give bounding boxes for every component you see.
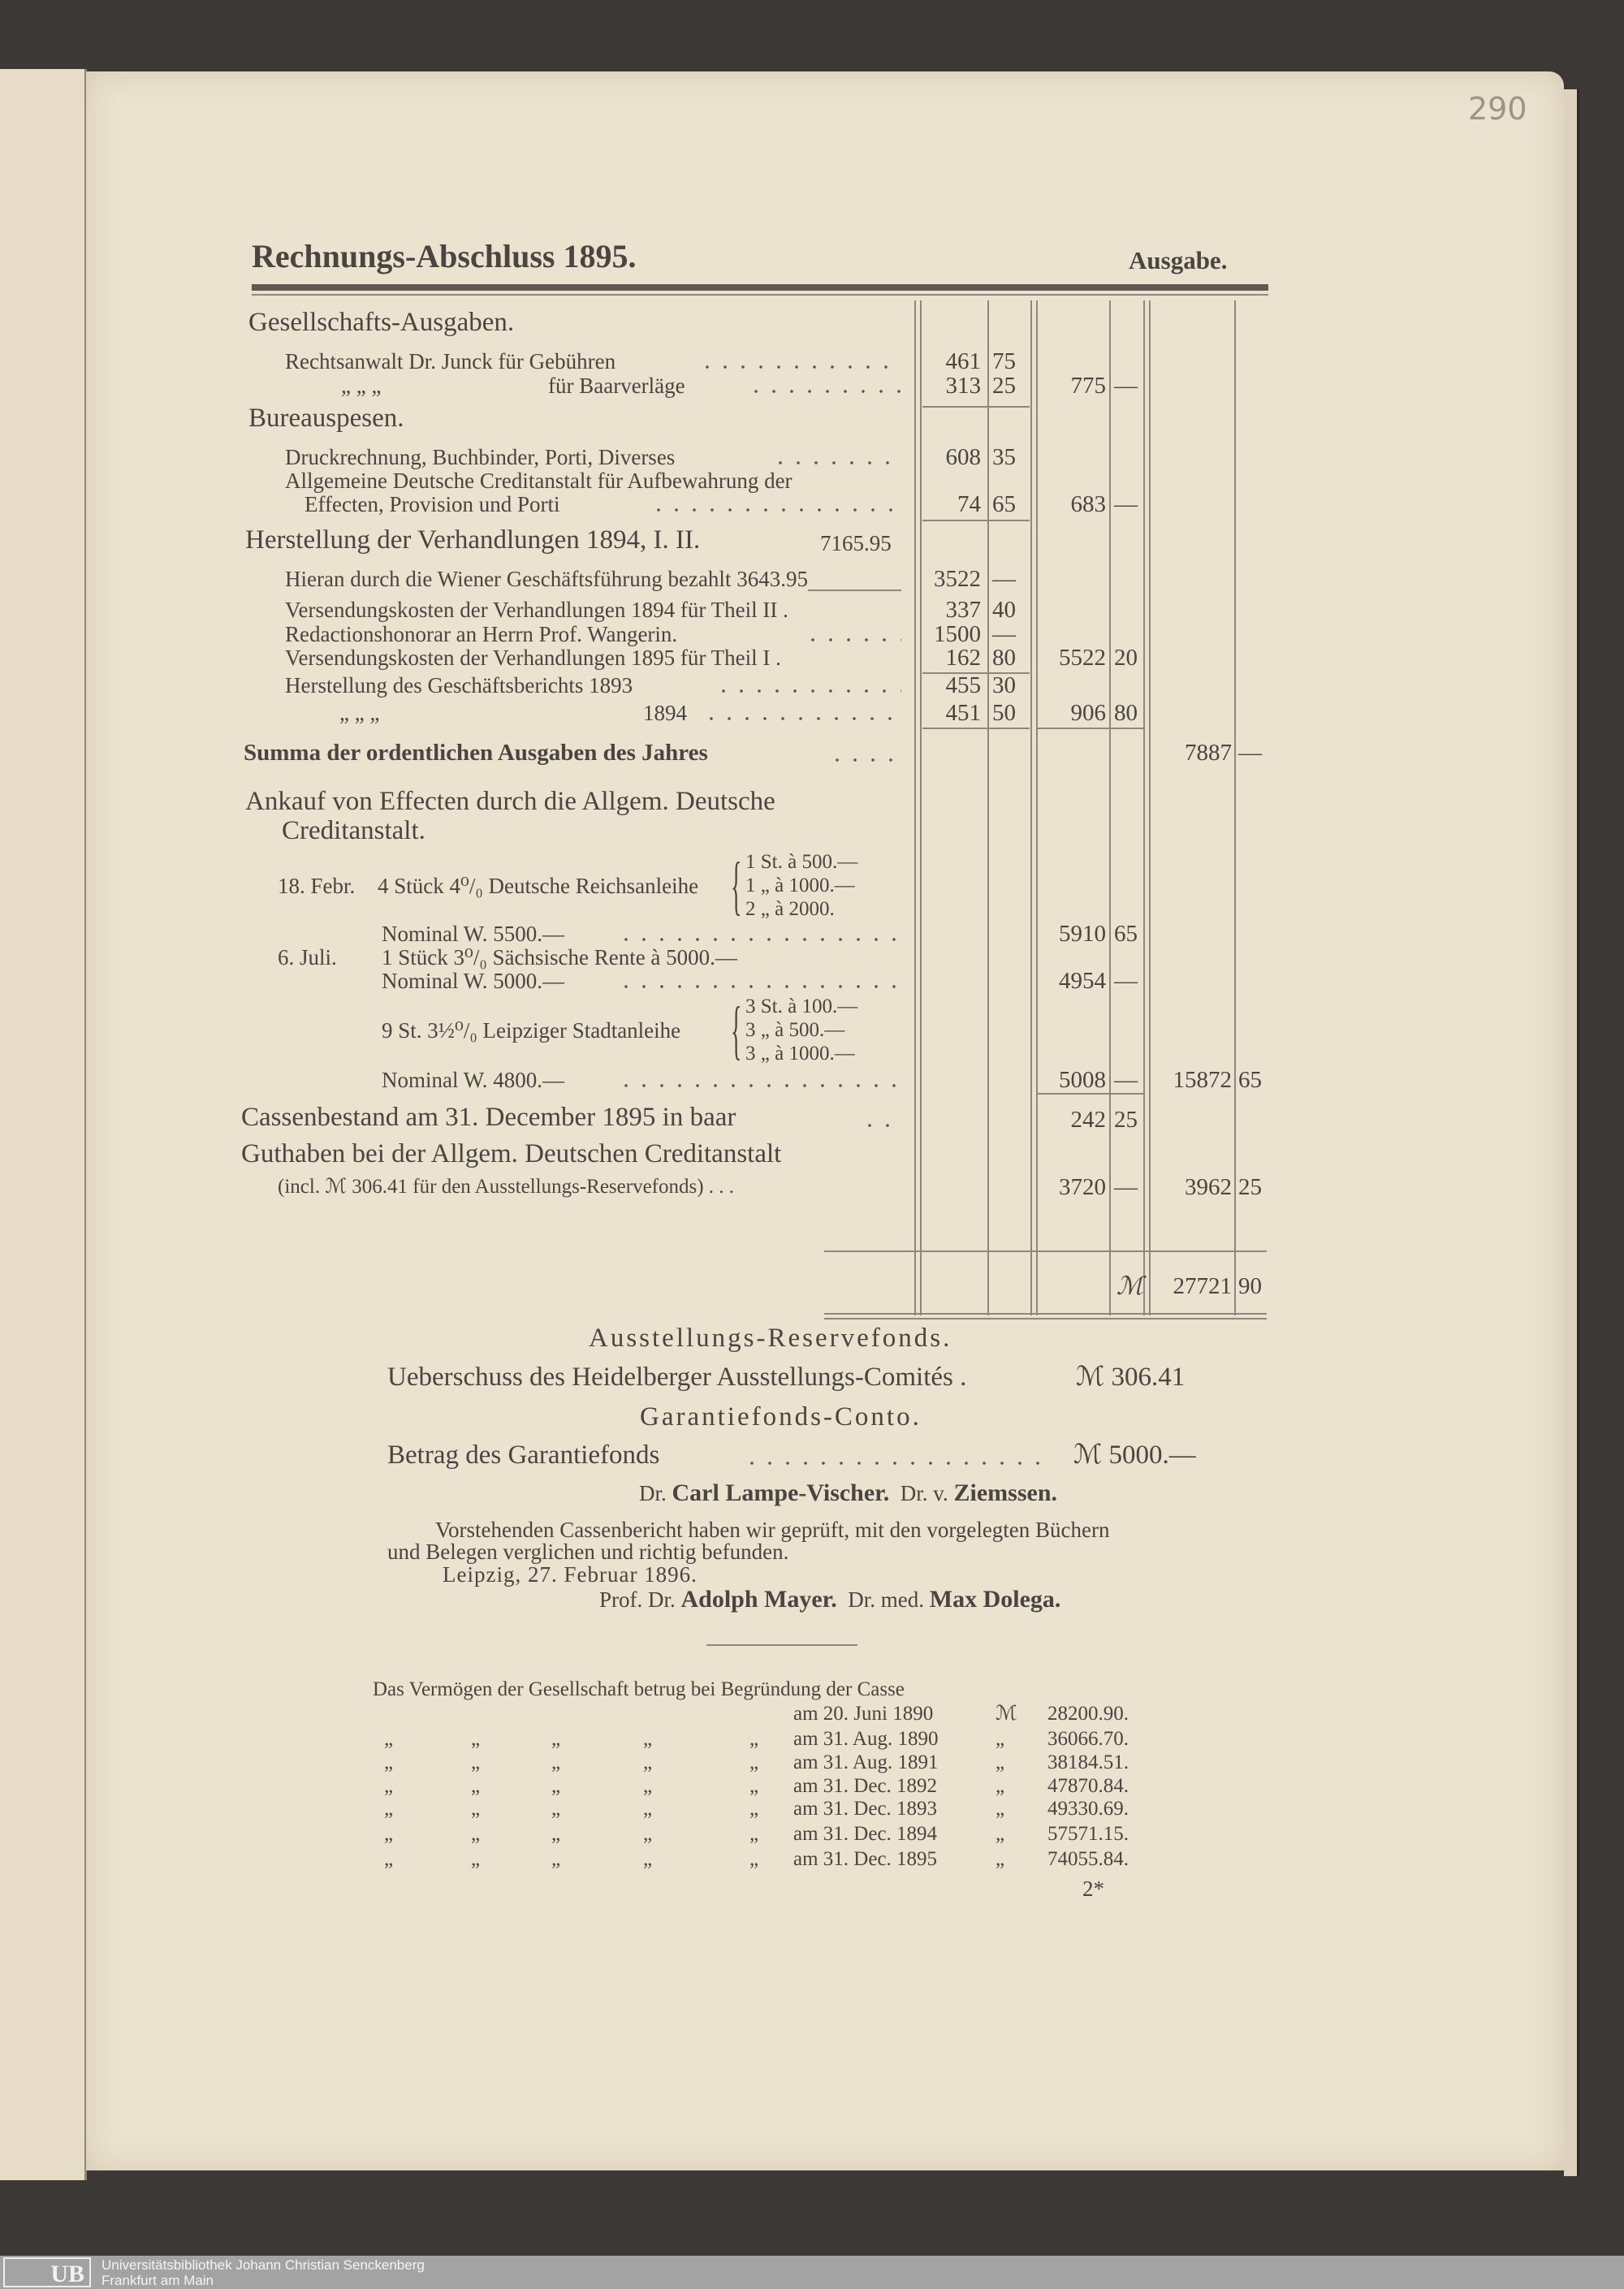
ditto-mark: „	[749, 1775, 759, 1797]
group-heading: Herstellung der Verhandlungen 1894, I. II.	[245, 525, 701, 555]
leader-dots	[698, 365, 901, 369]
subtotal-rule	[1038, 1093, 1143, 1095]
brace-item: 1 „ à 1000.—	[745, 875, 855, 896]
subtotal-mark: 5008	[1059, 1067, 1106, 1093]
amount-mark: 74	[957, 491, 981, 517]
ditto-mark: „	[471, 1751, 481, 1773]
leader-dots	[743, 1462, 1052, 1465]
row-currency: ℳ	[996, 1703, 1017, 1725]
amount-mark: 608	[945, 444, 981, 470]
row-date: am 31. Aug. 1890	[793, 1728, 939, 1750]
signature-mark: 2*	[1082, 1877, 1104, 1901]
garantie-label: Betrag des Garantiefonds	[387, 1440, 660, 1470]
ditto-mark: „	[551, 1848, 561, 1870]
heading-amount: 7165.95	[820, 531, 892, 555]
group-heading: Creditanstalt.	[282, 816, 425, 845]
amount-mark: 162	[945, 645, 981, 671]
row-currency: „	[996, 1848, 1005, 1870]
header-thin-rule	[252, 294, 1268, 296]
library-logo: UB	[3, 2257, 91, 2287]
section-label: Ausgabe.	[1129, 246, 1228, 274]
amount-mark: 461	[945, 348, 981, 374]
brace-item: 3 „ à 500.—	[745, 1019, 845, 1041]
leader-dots	[747, 390, 901, 393]
ditto-mark: „	[471, 1823, 481, 1845]
ditto-mark: „	[471, 1848, 481, 1870]
handwritten-page-number: 290	[1468, 91, 1527, 127]
total-pf: 65	[1238, 1067, 1262, 1093]
total-mark: 7887	[1185, 740, 1232, 766]
column-rule	[1149, 300, 1151, 1315]
row-value: 47870.84.	[1047, 1775, 1129, 1797]
amount-pf: —	[992, 621, 1016, 647]
column-rule	[1030, 300, 1032, 1315]
ditto-mark: „	[551, 1798, 561, 1820]
column-rule	[920, 300, 922, 1315]
page-edge	[1564, 89, 1579, 2176]
garantie-heading: Garantiefonds-Conto.	[640, 1402, 922, 1432]
vermoegen-intro: Das Vermögen der Gesellschaft betrug bei Begründung der Casse	[373, 1678, 905, 1700]
entry-label: Versendungskosten der Verhandlungen 1895 für Theil I .	[285, 646, 781, 670]
garantie-amount: ℳ 5000.—	[1073, 1440, 1196, 1470]
leader-dots	[861, 1124, 901, 1127]
group-heading: Ankauf von Effecten durch die Allgem. Deutsche	[245, 787, 775, 816]
row-value: 57571.15.	[1047, 1823, 1129, 1845]
subtotal-mark: 906	[1070, 700, 1106, 726]
subtotal-rule	[922, 406, 1030, 408]
total-pf: —	[1238, 740, 1262, 766]
place-date: Leipzig, 27. Februar 1896.	[443, 1562, 698, 1587]
ditto-mark: „	[551, 1751, 561, 1773]
ditto-mark: „	[384, 1823, 394, 1845]
entry-label: Herstellung des Geschäftsberichts 1893	[285, 673, 633, 697]
ditto-mark: „	[643, 1728, 653, 1750]
subtotal-pf: —	[1114, 968, 1138, 994]
amount-pf: 30	[992, 672, 1016, 698]
amount-pf: 75	[992, 348, 1016, 374]
nominal-value: Nominal W. 5000.—	[382, 969, 565, 993]
entry-label: Hieran durch die Wiener Geschäftsführung bezahlt 3643.95	[285, 567, 808, 591]
row-date: am 31. Dec. 1894	[793, 1823, 938, 1845]
entry-heading: Cassenbestand am 31. December 1895 in baar	[241, 1103, 736, 1132]
ditto-marks: „ „ „	[341, 374, 382, 398]
ditto-mark: „	[749, 1823, 759, 1845]
subtotal-pf: —	[1114, 373, 1138, 399]
subtotal-pf: —	[1114, 1174, 1138, 1200]
row-value: 38184.51.	[1047, 1751, 1129, 1773]
brace-item: 3 „ à 1000.—	[745, 1043, 855, 1065]
leader-dots	[617, 1084, 901, 1087]
summa-label: Summa der ordentlichen Ausgaben des Jahres	[244, 740, 708, 766]
signatory: Adolph Mayer.	[680, 1586, 837, 1613]
column-rule	[987, 300, 989, 1315]
subtotal-pf: —	[1114, 1067, 1138, 1093]
ditto-mark: „	[384, 1751, 394, 1773]
nominal-value: Nominal W. 5500.—	[382, 922, 565, 946]
entry-label: Versendungskosten der Verhandlungen 1894 für Theil II .	[285, 598, 788, 622]
amount-pf: 35	[992, 444, 1016, 470]
amount-mark: 1500	[934, 621, 981, 647]
subtotal-pf: 80	[1114, 700, 1138, 726]
library-name: Universitätsbibliothek Johann Christian Senckenberg	[102, 2257, 425, 2273]
subtotal-pf: 25	[1114, 1107, 1138, 1133]
ditto-mark: „	[551, 1823, 561, 1845]
total-pf: 25	[1238, 1174, 1262, 1200]
row-value: 74055.84.	[1047, 1848, 1129, 1870]
subtotal-mark: 5522	[1059, 645, 1106, 671]
entry-label: 1894	[643, 701, 687, 725]
reserve-heading: Ausstellungs-Reservefonds.	[589, 1324, 952, 1353]
entry-date: 6. Juli.	[278, 945, 337, 970]
subtotal-mark: 5910	[1059, 921, 1106, 947]
group-heading: Bureauspesen.	[248, 404, 404, 433]
leader-dots	[828, 758, 901, 762]
amount-mark: 451	[945, 700, 981, 726]
currency-mark: ℳ	[1116, 1272, 1143, 1300]
page-title: Rechnungs-Abschluss 1895.	[252, 238, 637, 274]
subtotal-mark: 3720	[1059, 1174, 1106, 1200]
column-rule	[914, 300, 916, 1315]
row-currency: „	[996, 1728, 1005, 1750]
row-date: am 31. Dec. 1895	[793, 1848, 938, 1870]
group-heading: Gesellschafts-Ausgaben.	[248, 308, 515, 337]
ditto-mark: „	[643, 1775, 653, 1797]
row-currency: „	[996, 1823, 1005, 1845]
brace-item: 3 St. à 100.—	[745, 995, 858, 1017]
amount-pf: 25	[992, 373, 1016, 399]
leader-dots	[804, 638, 901, 641]
title: Dr. med.	[848, 1587, 924, 1612]
amount-pf: 80	[992, 645, 1016, 671]
amount-mark: 3522	[934, 566, 981, 592]
total-mark: 15872	[1173, 1067, 1232, 1093]
title: Prof. Dr.	[599, 1587, 676, 1612]
title: Dr.	[639, 1481, 667, 1505]
reserve-amount: ℳ 306.41	[1076, 1363, 1186, 1392]
subtotal-pf: 20	[1114, 645, 1138, 671]
signatory: Carl Lampe-Vischer.	[672, 1479, 890, 1506]
leader-dots	[617, 985, 901, 988]
column-rule	[1143, 300, 1145, 1315]
separator-rule	[706, 1644, 857, 1646]
total-mark: 3962	[1185, 1174, 1232, 1200]
column-rule	[1036, 300, 1038, 1315]
entry-label: 1 Stück 3⁰/₀ Sächsische Rente à 5000.—	[382, 945, 737, 970]
subtotal-rule	[1038, 728, 1143, 729]
underline	[808, 590, 901, 591]
entry-label: für Baarverläge	[548, 374, 685, 398]
row-date: am 31. Dec. 1892	[793, 1775, 938, 1797]
ditto-mark: „	[749, 1728, 759, 1750]
title: Dr. v.	[900, 1481, 948, 1505]
ditto-mark: „	[643, 1848, 653, 1870]
entry-label: 4 Stück 4⁰/₀ Deutsche Reichsanleihe	[378, 874, 699, 898]
amount-mark: 455	[945, 672, 981, 698]
ditto-mark: „	[643, 1823, 653, 1845]
nominal-value: Nominal W. 4800.—	[382, 1068, 565, 1092]
brace-item: 1 St. à 500.—	[745, 851, 858, 873]
entry-label: Rechtsanwalt Dr. Junck für Gebühren	[285, 349, 616, 374]
ditto-mark: „	[749, 1798, 759, 1820]
row-date: am 31. Aug. 1891	[793, 1751, 939, 1773]
entry-date: 18. Febr.	[278, 874, 356, 898]
subtotal-rule	[922, 728, 1030, 729]
row-value: 28200.90.	[1047, 1703, 1129, 1725]
grand-total-mark: 27721	[1173, 1273, 1232, 1299]
row-currency: „	[996, 1751, 1005, 1773]
reserve-label: Ueberschuss des Heidelberger Ausstellungs-Comités .	[387, 1363, 967, 1392]
row-currency: „	[996, 1775, 1005, 1797]
brace-item: 2 „ à 2000.	[745, 898, 835, 920]
total-rule	[824, 1250, 1267, 1252]
audit-text: und Belegen verglichen und richtig befunden.	[387, 1540, 789, 1564]
subtotal-rule	[922, 520, 1030, 521]
entry-label: Effecten, Provision und Porti	[304, 492, 560, 516]
entry-label: 9 St. 3½⁰/₀ Leipziger Stadtanleihe	[382, 1018, 681, 1043]
brace: {	[731, 850, 742, 922]
subtotal-pf: 65	[1114, 921, 1138, 947]
column-rule	[1109, 300, 1111, 1315]
row-currency: „	[996, 1798, 1005, 1820]
amount-pf: —	[992, 566, 1016, 592]
entry-label: Redactionshonorar an Herrn Prof. Wangerin.	[285, 622, 678, 646]
entry-label: (incl. ℳ 306.41 für den Ausstellungs-Reservefonds) . . .	[278, 1176, 735, 1198]
ditto-mark: „	[384, 1728, 394, 1750]
header-thick-rule	[252, 284, 1268, 291]
subtotal-mark: 775	[1070, 373, 1106, 399]
leader-dots	[715, 689, 901, 693]
column-rule	[1234, 300, 1236, 1315]
row-date: am 31. Dec. 1893	[793, 1798, 938, 1820]
amount-pf: 65	[992, 491, 1016, 517]
amount-pf: 40	[992, 597, 1016, 623]
amount-pf: 50	[992, 700, 1016, 726]
entry-label: Druckrechnung, Buchbinder, Porti, Diverses	[285, 445, 676, 469]
amount-mark: 313	[945, 373, 981, 399]
row-value: 36066.70.	[1047, 1728, 1129, 1750]
ditto-mark: „	[551, 1728, 561, 1750]
signatory: Max Dolega.	[929, 1586, 1061, 1613]
ditto-mark: „	[384, 1848, 394, 1870]
signatures-board	[639, 1481, 1057, 1505]
audit-text: Vorstehenden Cassenbericht haben wir geprüft, mit den vorgelegten Büchern	[435, 1518, 1110, 1542]
subtotal-mark: 683	[1070, 491, 1106, 517]
library-footer	[0, 2256, 1624, 2289]
library-city: Frankfurt am Main	[102, 2273, 214, 2288]
ditto-mark: „	[551, 1775, 561, 1797]
leader-dots	[617, 938, 901, 941]
ditto-mark: „	[749, 1848, 759, 1870]
row-date: am 20. Juni 1890	[793, 1703, 934, 1725]
row-value: 49330.69.	[1047, 1798, 1129, 1820]
ditto-mark: „	[384, 1798, 394, 1820]
brace: {	[731, 995, 742, 1066]
entry-label: Allgemeine Deutsche Creditanstalt für Aufbewahrung der	[285, 469, 793, 493]
ditto-mark: „	[749, 1751, 759, 1773]
leader-dots	[702, 717, 901, 720]
ditto-mark: „	[471, 1728, 481, 1750]
leader-dots	[650, 508, 901, 512]
signatures-auditors	[599, 1587, 1060, 1612]
subtotal-mark: 4954	[1059, 968, 1106, 994]
subtotal-mark: 242	[1070, 1107, 1106, 1133]
grand-total-pf: 90	[1238, 1273, 1262, 1299]
adjacent-page	[0, 69, 87, 2180]
total-double-rule	[824, 1313, 1267, 1315]
entry-heading: Guthaben bei der Allgem. Deutschen Creditanstalt	[241, 1139, 782, 1168]
signatory: Ziemssen.	[953, 1479, 1057, 1506]
amount-mark: 337	[945, 597, 981, 623]
ditto-marks: „ „ „	[339, 701, 380, 725]
leader-dots	[771, 461, 901, 464]
ditto-mark: „	[471, 1775, 481, 1797]
ditto-mark: „	[643, 1798, 653, 1820]
total-double-rule	[824, 1318, 1267, 1319]
ditto-mark: „	[643, 1751, 653, 1773]
subtotal-pf: —	[1114, 491, 1138, 517]
ditto-mark: „	[471, 1798, 481, 1820]
ditto-mark: „	[384, 1775, 394, 1797]
